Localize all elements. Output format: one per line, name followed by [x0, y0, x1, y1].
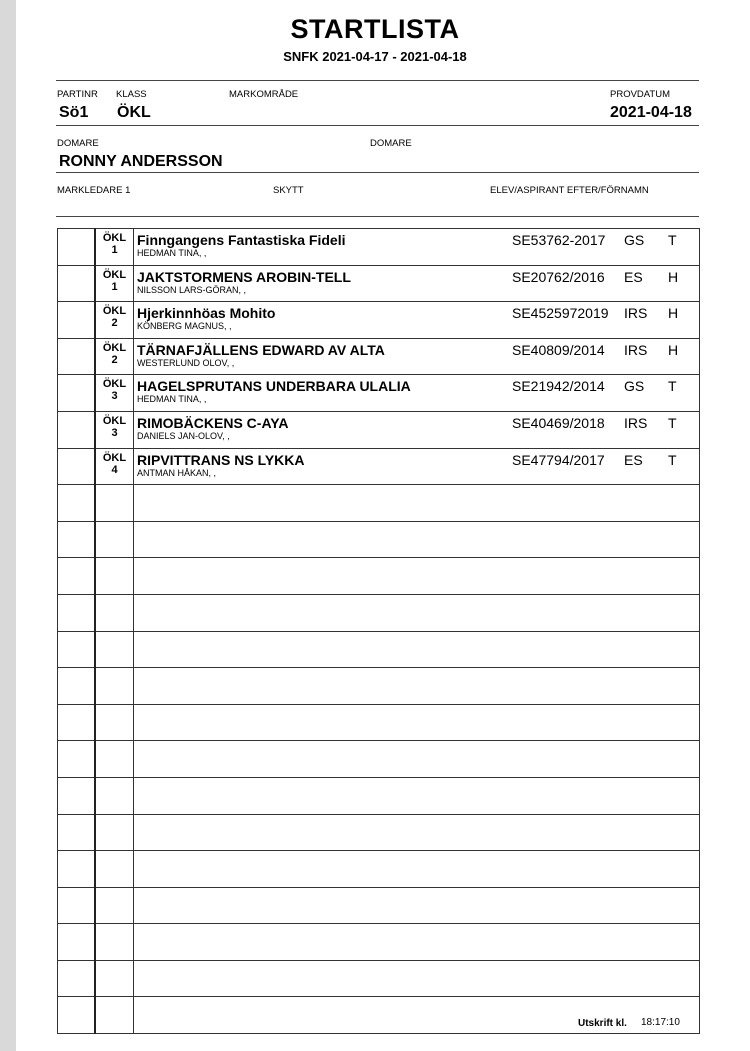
label-elev-aspirant: ELEV/ASPIRANT EFTER/FÖRNAMN	[490, 185, 649, 196]
class-number-cell	[95, 594, 134, 631]
owner-name: DANIELS JAN-OLOV, ,	[137, 430, 230, 441]
class-number-cell	[95, 338, 134, 375]
dog-name: JAKTSTORMENS AROBIN-TELL	[137, 268, 351, 285]
registration-number: SE20762/2016	[512, 268, 605, 285]
class-number-cell	[95, 448, 134, 485]
entry-cell	[134, 851, 700, 888]
table-row	[58, 521, 700, 558]
entry-number: 1	[111, 280, 118, 293]
result-cell	[58, 887, 96, 924]
sex-code: T	[668, 451, 677, 468]
result-cell	[58, 411, 96, 448]
registration-number: SE40469/2018	[512, 414, 605, 431]
entry-cell	[134, 558, 700, 595]
entry-number: 2	[111, 317, 118, 330]
label-skytt: SKYTT	[273, 185, 304, 196]
entry-cell	[134, 485, 700, 522]
class-number-cell	[95, 521, 134, 558]
sex-code: H	[668, 305, 679, 322]
class-number-cell	[95, 411, 134, 448]
value-partinr: Sö1	[59, 104, 89, 121]
table-row	[58, 960, 700, 997]
table-row	[58, 558, 700, 595]
entry-cell	[134, 741, 700, 778]
table-row	[58, 924, 700, 961]
breed-code: GS	[624, 378, 645, 395]
value-klass: ÖKL	[117, 104, 151, 121]
class-number-cell	[95, 558, 134, 595]
result-cell	[58, 302, 96, 339]
dog-name: Hjerkinnhöas Mohito	[137, 305, 276, 322]
table-row	[58, 704, 700, 741]
table-row	[58, 741, 700, 778]
entry-cell	[134, 704, 700, 741]
class-number-cell	[95, 265, 134, 302]
startlist-table	[57, 228, 700, 1034]
sex-code: H	[668, 341, 679, 358]
entry-cell	[134, 960, 700, 997]
divider	[56, 125, 699, 126]
divider	[56, 172, 699, 173]
result-cell	[58, 851, 96, 888]
class-number-cell	[95, 485, 134, 522]
breed-code: IRS	[624, 341, 648, 358]
result-cell	[58, 558, 96, 595]
entry-class: ÖKL	[102, 341, 127, 354]
sex-code: T	[668, 378, 677, 395]
label-klass: KLASS	[116, 89, 147, 100]
label-partinr: PARTINR	[57, 89, 98, 100]
table-row	[58, 375, 700, 412]
value-provdatum: 2021-04-18	[610, 104, 692, 121]
registration-number: SE40809/2014	[512, 341, 605, 358]
dog-name: RIMOBÄCKENS C-AYA	[137, 414, 289, 431]
table-row	[58, 814, 700, 851]
entry-cell	[134, 448, 700, 485]
table-row	[58, 265, 700, 302]
table-row	[58, 887, 700, 924]
entry-cell	[134, 631, 700, 668]
class-number-cell	[95, 997, 134, 1034]
entry-class: ÖKL	[102, 414, 127, 427]
registration-number: SE4525972019	[512, 305, 609, 322]
breed-code: ES	[624, 268, 643, 285]
table-row	[58, 338, 700, 375]
class-number-cell	[95, 960, 134, 997]
result-cell	[58, 338, 96, 375]
entry-cell	[134, 338, 700, 375]
table-row	[58, 851, 700, 888]
result-cell	[58, 997, 96, 1034]
sex-code: H	[668, 268, 679, 285]
entry-class: ÖKL	[102, 268, 127, 281]
print-time-value: 18:17:10	[641, 1017, 680, 1028]
entry-class: ÖKL	[102, 232, 127, 244]
owner-name: WESTERLUND OLOV, ,	[137, 357, 235, 368]
class-number-cell	[95, 814, 134, 851]
entry-class: ÖKL	[102, 305, 127, 318]
class-number-cell	[95, 887, 134, 924]
result-cell	[58, 924, 96, 961]
table-row	[58, 668, 700, 705]
class-number-cell	[95, 229, 134, 266]
sex-code: T	[668, 232, 677, 248]
entry-number: 2	[111, 353, 118, 366]
result-cell	[58, 521, 96, 558]
result-cell	[58, 229, 96, 266]
result-cell	[58, 594, 96, 631]
entry-cell	[134, 887, 700, 924]
table-row	[58, 777, 700, 814]
result-cell	[58, 485, 96, 522]
entry-class: ÖKL	[102, 451, 127, 464]
table-row	[58, 631, 700, 668]
result-cell	[58, 448, 96, 485]
class-number-cell	[95, 375, 134, 412]
entry-cell	[134, 814, 700, 851]
table-row	[58, 229, 700, 266]
result-cell	[58, 814, 96, 851]
result-cell	[58, 668, 96, 705]
owner-name: NILSSON LARS-GÖRAN, ,	[137, 284, 247, 295]
result-cell	[58, 631, 96, 668]
owner-name: HEDMAN TINA, ,	[137, 394, 207, 405]
registration-number: SE21942/2014	[512, 378, 605, 395]
dog-name: Finngangens Fantastiska Fideli	[137, 232, 346, 248]
entry-cell	[134, 777, 700, 814]
entry-class: ÖKL	[102, 378, 127, 391]
owner-name: ANTMAN HÅKAN, ,	[137, 467, 217, 478]
event-subtitle: SNFK 2021-04-17 - 2021-04-18	[283, 49, 467, 64]
entry-cell	[134, 375, 700, 412]
divider	[56, 216, 699, 217]
result-cell	[58, 960, 96, 997]
class-number-cell	[95, 741, 134, 778]
entry-cell	[134, 668, 700, 705]
class-number-cell	[95, 668, 134, 705]
result-cell	[58, 777, 96, 814]
divider	[56, 80, 699, 81]
table-row	[58, 448, 700, 485]
class-number-cell	[95, 777, 134, 814]
owner-name: KÖNBERG MAGNUS, ,	[137, 321, 232, 332]
entry-cell	[134, 265, 700, 302]
entry-cell	[134, 229, 700, 266]
class-number-cell	[95, 851, 134, 888]
class-number-cell	[95, 924, 134, 961]
entry-cell	[134, 594, 700, 631]
breed-code: IRS	[624, 414, 648, 431]
entry-number: 3	[111, 390, 118, 403]
dog-name: RIPVITTRANS NS LYKKA	[137, 451, 305, 468]
value-domare-1: RONNY ANDERSSON	[59, 153, 223, 170]
label-domare-2: DOMARE	[370, 138, 412, 149]
entry-cell	[134, 302, 700, 339]
class-number-cell	[95, 631, 134, 668]
dog-name: TÄRNAFJÄLLENS EDWARD AV ALTA	[137, 341, 385, 358]
label-provdatum: PROVDATUM	[610, 89, 670, 100]
breed-code: GS	[624, 232, 645, 248]
breed-code: ES	[624, 451, 643, 468]
owner-name: HEDMAN TINA, ,	[137, 248, 207, 258]
class-number-cell	[95, 302, 134, 339]
entry-cell	[134, 924, 700, 961]
entry-number: 3	[111, 426, 118, 439]
label-domare-1: DOMARE	[57, 138, 99, 149]
table-row	[58, 594, 700, 631]
entry-cell	[134, 521, 700, 558]
class-number-cell	[95, 704, 134, 741]
breed-code: IRS	[624, 305, 648, 322]
result-cell	[58, 704, 96, 741]
registration-number: SE53762-2017	[512, 232, 606, 248]
page-title: STARTLISTA	[290, 14, 460, 44]
entry-number: 4	[111, 463, 118, 476]
result-cell	[58, 741, 96, 778]
registration-number: SE47794/2017	[512, 451, 605, 468]
entry-cell	[134, 411, 700, 448]
result-cell	[58, 375, 96, 412]
table-row	[58, 485, 700, 522]
sex-code: T	[668, 414, 677, 431]
table-row	[58, 411, 700, 448]
dog-name: HAGELSPRUTANS UNDERBARA ULALIA	[137, 378, 411, 395]
table-row	[58, 302, 700, 339]
entry-number: 1	[111, 244, 118, 256]
result-cell	[58, 265, 96, 302]
print-time-label: Utskrift kl.	[578, 1018, 627, 1029]
label-markomrade: MARKOMRÅDE	[229, 89, 299, 100]
label-markledare: MARKLEDARE 1	[57, 185, 131, 196]
